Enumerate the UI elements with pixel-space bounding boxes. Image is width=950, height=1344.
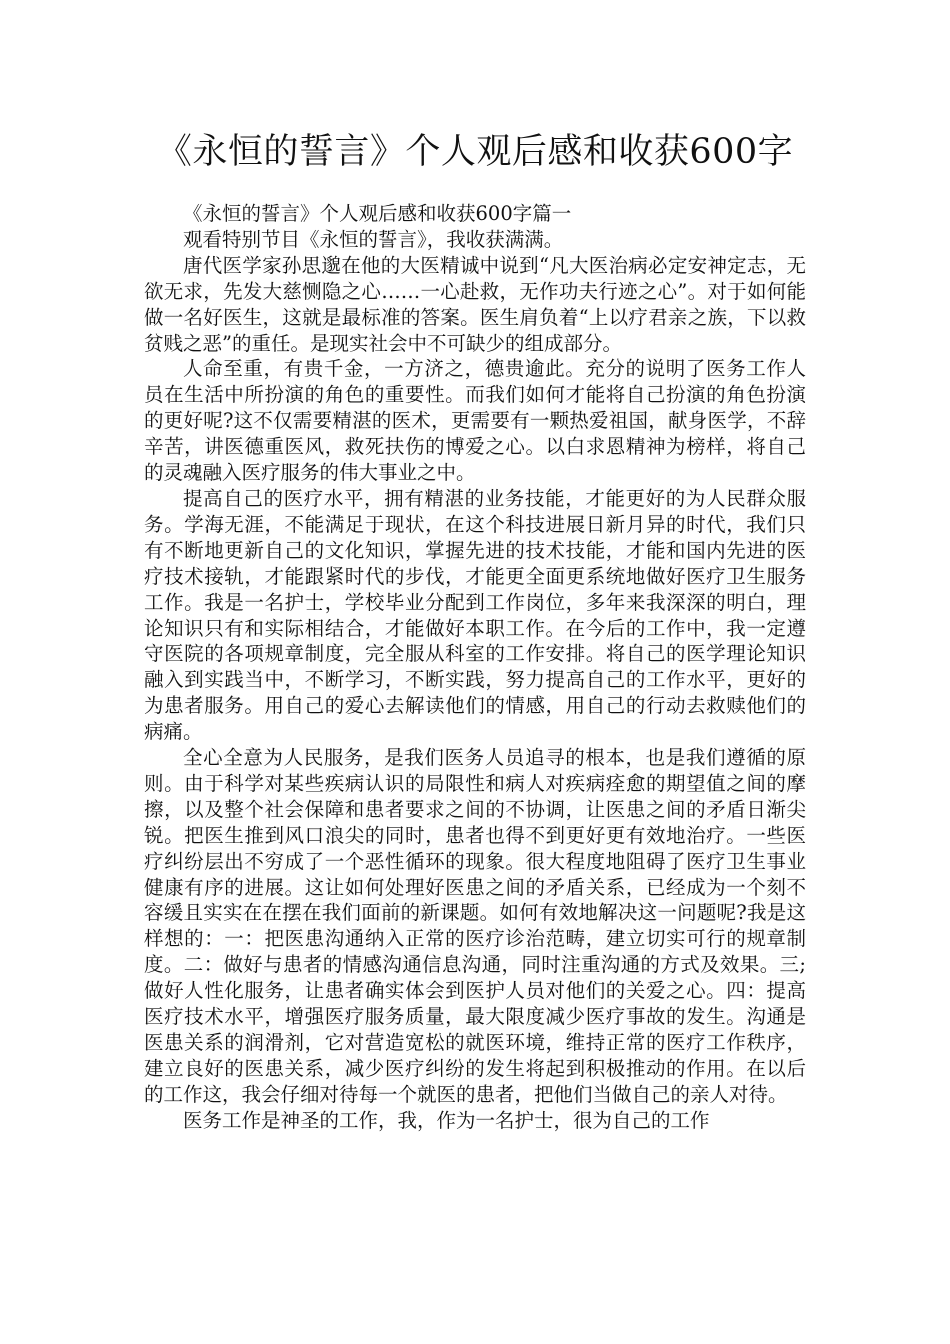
- paragraph-intro: 观看特别节目《永恒的誓言》，我收获满满。: [183, 227, 564, 251]
- section-heading: 《永恒的誓言》个人观后感和收获600字篇一: [183, 202, 572, 225]
- paragraph-closing: 医务工作是神圣的工作，我，作为一名护士，很为自己的工作: [183, 1108, 710, 1132]
- paragraph-life-value: 人命至重，有贵千金，一方济之，德贵逾此。充分的说明了医务工作人员在生活中所扮演的角色的重要性。而我们如何才能将自己扮演的角色扮演的更好呢?这不仅需要精湛的医术，更需要有一颗热爱祖国，献身医学，不辞辛苦，讲医德重医风，救死扶伤的博爱之心。以白求恩精神为榜样，将自己的灵魂融入医疗服务的伟大事业之中。: [144, 357, 806, 485]
- paragraph-medical-skills: 提高自己的医疗水平，拥有精湛的业务技能，才能更好的为人民群众服务。学海无涯，不能满足于现状，在这个科技进展日新月异的时代，我们只有不断地更新自己的文化知识，掌握先进的技术技能，才能和国内先进的医疗技术接轨，才能跟紧时代的步伐，才能更全面更系统地做好医疗卫生服务工作。我是一名护士，学校毕业分配到工作岗位，多年来我深深的明白，理论知识只有和实际相结合，才能做好本职工作。在今后的工作中，我一定遵守医院的各项规章制度，完全服从科室的工作安排。将自己的医学理论知识融入到实践当中，不断学习，不断实践，努力提高自己的工作水平，更好的为患者服务。用自己的爱心去解读他们的情感，用自己的行动去救赎他们的病痛。: [144, 486, 806, 744]
- document-title: 《永恒的誓言》个人观后感和收获600字: [156, 132, 794, 172]
- paragraph-serve-people: 全心全意为人民服务，是我们医务人员追寻的根本，也是我们遵循的原则。由于科学对某些疾病认识的局限性和病人对疾病痊愈的期望值之间的摩擦，以及整个社会保障和患者要求之间的不协调，让医患之间的矛盾日渐尖锐。把医生推到风口浪尖的同时，患者也得不到更好更有效地治疗。一些医疗纠纷层出不穷成了一个恶性循环的现象。很大程度地阻碍了医疗卫生事业健康有序的进展。这让如何处理好医患之间的矛盾关系，已经成为一个刻不容缓且实实在在摆在我们面前的新课题。如何有效地解决这一问题呢?我是这样想的：一：把医患沟通纳入正常的医疗诊治范畴，建立切实可行的规章制度。二：做好与患者的情感沟通信息沟通，同时注重沟通的方式及效果。三;做好人性化服务，让患者确实体会到医护人员对他们的关爱之心。四：提高医疗技术水平，增强医疗服务质量，最大限度减少医疗事故的发生。沟通是医患关系的润滑剂，它对营造宽松的就医环境，维持正常的医疗工作秩序，建立良好的医患关系，减少医疗纠纷的发生将起到积极推动的作用。在以后的工作这，我会仔细对待每一个就医的患者，把他们当做自己的亲人对待。: [144, 746, 806, 1106]
- paragraph-sun-simiao: 唐代医学家孙思邈在他的大医精诚中说到“凡大医治病必定安神定志，无欲无求，先发大慈恻隐之心……一心赴救，无作功夫行迹之心”。对于如何能做一名好医生，这就是最标准的答案。医生肩负着“上以疗君亲之族，下以救贫贱之恶”的重任。是现实社会中不可缺少的组成部分。: [144, 253, 806, 355]
- document-body: [144, 201, 806, 1134]
